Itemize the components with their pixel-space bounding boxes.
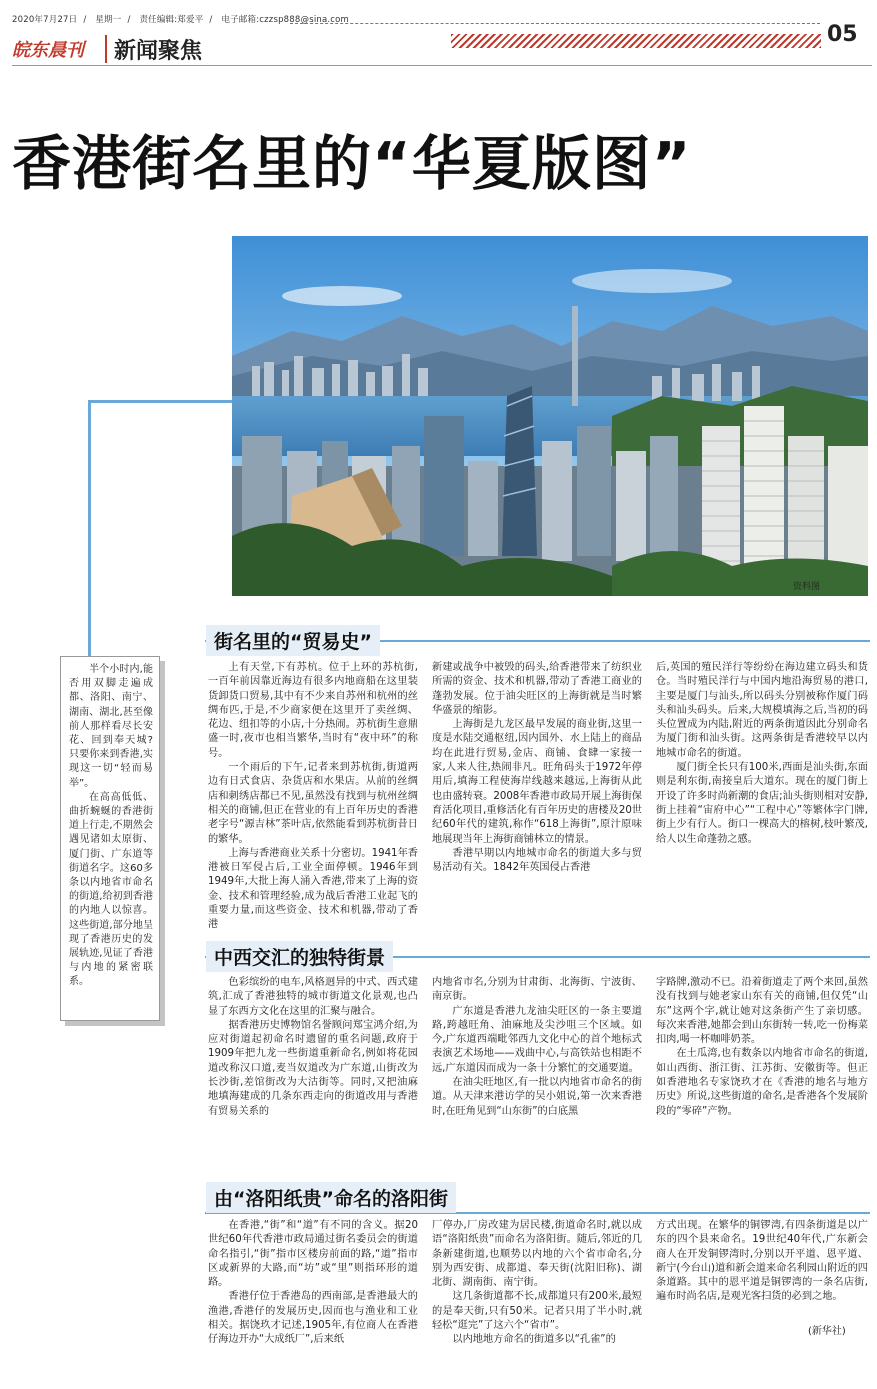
paper-logo: 皖东晨刊 [12, 40, 84, 61]
section-1-column-3 [656, 661, 868, 847]
section-heading-east-west-streets: 中西交汇的独特街景 [206, 941, 393, 972]
paragraph: 色彩缤纷的电车,风格迥异的中式、西式建筑,汇成了香港独特的城市街道文化景观,也凸显了东西方文化在这里的汇聚与融合。 [208, 977, 418, 1017]
paragraph: 厂停办,厂房改建为居民楼,街道命名时,就以成语“洛阳纸贵”而命名为洛阳街。随后,邻近的几条新建街道,也顺势以内地的六个省市命名,分别为西安街、成都道、奉天街(沈阳旧称)、湖北街、湖南街、南宁街。 [432, 1220, 642, 1289]
header-info: 2020年7月27日 / 星期一 / 责任编辑:郑爱平 / 电子邮箱:czzsp888@sina.com [12, 15, 350, 25]
section-heading-trade-history: 街名里的“贸易史” [206, 625, 380, 656]
header-hatch-band [451, 34, 821, 48]
header-rule [12, 65, 872, 66]
header-date: 2020年7月27日 [12, 15, 78, 25]
section-2-column-3 [656, 976, 868, 1119]
sidebar-paragraph: 在高高低低、曲折蜿蜒的香港街道上行走,不期然会遇见诸如太原街、厦门街、广东道等街道名字。这60多条以内地省市命名的街道,给初到香港的内地人以惊喜。这些街道,部分地呈现了香港历史的发展轨迹,见证了香港与内地的紧密联系。 [69, 791, 153, 988]
paragraph: 内地省市名,分别为甘肃街、北海街、宁波街、南京街。 [432, 977, 642, 1003]
paragraph: 上有天堂,下有苏杭。位于上环的苏杭街,一百年前因靠近海边有很多内地商船在这里装货卸货口贸易,其中有不少来自苏州和杭州的丝绸布匹,于是,不少商家便在这里开了卖丝绸、花边、纽扣等的小店,十分热闹。苏杭街生意鼎盛一时,夜市也相当繁华,当时有“夜中环”的称号。 [208, 662, 418, 759]
paragraph: 新建或战争中被毁的码头,给香港带来了纺织业所需的资金、技术和机器,带动了香港工商业的蓬勃发展。位于油尖旺区的上海街就是当时繁华盛景的缩影。 [432, 662, 642, 716]
paragraph: 上海街是九龙区最早发展的商业街,这里一度是水陆交通枢纽,因内国外、水上陆上的商品均在此进行贸易,金店、商铺、食肆一家接一家,人来人往,热闹非凡。旺角码头于1972年停用后,填海工程使海岸线越来越远,上海街从此也由盛转衰。2008年香港市政局开展上海街保育活化项目,重修活化有百年历史的唐楼及20世纪60年代的建筑,称作“618上海街”,原汁原味地展现当年上海街商铺林立的情景。 [432, 719, 642, 845]
section-heading-luoyang-street: 由“洛阳纸贵”命名的洛阳街 [206, 1182, 456, 1213]
section-3-column-3 [656, 1219, 868, 1305]
section-3-column-2 [432, 1219, 642, 1348]
section-2-column-1 [208, 976, 418, 1119]
section-name: 新闻聚焦 [114, 39, 203, 64]
byline-signature: (新华社) [808, 1326, 846, 1337]
paragraph: 香港仔位于香港岛的西南部,是香港最大的渔港,香港仔的发展历史,因而也与渔业和工业相关。据饶玖才记述,1905年,有位商人在香港仔海边开办“大成纸厂”,后来纸 [208, 1291, 418, 1346]
section-3-column-1 [208, 1219, 418, 1348]
paragraph: 据香港历史博物馆名誉顾问郑宝鸿介绍,为应对街道起初命名时遗留的重名问题,政府于1909年把九龙一些街道重新命名,例如将花园道改称汉口道,麦当奴道改为广东道,山街改为长沙街,差馆街改为大沽街等。同时,又把油麻地填海建成的几条东西走向的街道改用与香港有贸易关系的 [208, 1019, 418, 1117]
intro-sidebar [60, 656, 160, 1021]
header-weekday: 星期一 [95, 15, 122, 25]
sidebar-frame-vertical [88, 400, 91, 656]
page-number: 05 [827, 22, 858, 47]
paragraph: 在土瓜湾,也有数条以内地省市命名的街道,如山西街、浙江街、江苏街、安徽街等。但正如香港地名专家饶玖才在《香港的地名与地方历史》所说,这些街道的命名,是香港各个发展阶段的“零碎”产物。 [656, 1048, 868, 1117]
paragraph: 在香港,“街”和“道”有不同的含义。据20世纪60年代香港市政局通过街名委员会的街道命名指引,“街”指市区楼房前面的路,“道”指市区或新界的大路,而“坊”或“里”则指环形的道路。 [208, 1220, 418, 1289]
page-headline: 香港街名里的“华夏版图” [12, 129, 692, 198]
paragraph: 字路牌,激动不已。沿着街道走了两个来回,虽然没有找到与她老家山东有关的商铺,但仅凭“山东”这两个字,就让她对这条街产生了亲切感。每次来香港,她都会到山东街转一转,吃一份梅菜扣肉,喝一杯咖啡奶茶。 [656, 977, 868, 1046]
header-editor: 责任编辑:郑爱平 [139, 15, 204, 25]
paragraph: 这几条街道都不长,成都道只有200米,最短的是奉天街,只有50米。记者只用了半小时,就轻松“逛完”了这六个“省市”。 [432, 1291, 642, 1332]
paragraph: 上海与香港商业关系十分密切。1941年香港被日军侵占后,工业全面停顿。1946年到1949年,大批上海人涌入香港,带来了上海的资金、技术和管理经验,成为战后香港工业起飞的重要力量,而这些资金、技术和机器,带动了香港 [208, 847, 418, 931]
paragraph: 一个雨后的下午,记者来到苏杭街,街道两边有日式食店、杂货店和水果店。从前的丝绸店和刺绣店都已不见,虽然没有找到与杭州丝绸相关的商铺,但正在营业的有上百年历史的香港老字号“源吉林”茶叶店,依然能看到苏杭街昔日的繁华。 [208, 762, 418, 845]
photo-credit: 资料图 [793, 582, 821, 592]
paragraph: 香港早期以内地城市命名的街道大多与贸易活动有关。1842年英国侵占香港 [432, 847, 642, 874]
paragraph: 厦门街全长只有100米,西面是汕头街,东面则是利东街,南接皇后大道东。现在的厦门街上开设了许多时尚新潮的食店;汕头街则相对安静,街上挂着“宙府中心”“工程中心”等繁体字门牌,街上少有行人。街口一棵高大的榕树,枝叶繁茂,给人以生命蓬勃之感。 [656, 762, 868, 845]
logo-divider [105, 35, 107, 63]
sidebar-paragraph: 半个小时内,能否用双脚走遍成都、洛阳、南宁、湖南、湖北,甚至像前人那样看尽长安花、回到奉天城?只要你来到香港,实现这一切“轻而易举”。 [69, 664, 153, 789]
paragraph: 后,英国的殖民洋行等纷纷在海边建立码头和货仓。当时殖民洋行与中国内地沿海贸易的港口,主要是厦门与汕头,所以码头分别被称作厦门码头和汕头码头。后来,大规模填海之后,当初的码头位置成为内陆,附近的两条街道因此分别命名为厦门街和汕头街。这两条街是香港较早以内地城市命名的街道。 [656, 662, 868, 759]
sidebar-frame-horizontal [88, 400, 232, 403]
paragraph: 在油尖旺地区,有一批以内地省市命名的街道。从天津来港访学的吴小姐说,第一次来香港时,在旺角见到“山东街”的白底黑 [432, 1077, 642, 1117]
section-1-column-1 [208, 661, 418, 933]
header-dashed-line [290, 23, 820, 24]
paragraph: 广东道是香港九龙油尖旺区的一条主要道路,跨越旺角、油麻地及尖沙咀三个区域。如今,广东道西端毗邻西九文化中心的首个地标式表演艺术场地——戏曲中心,与高铁站也相距不远,广东道因而成为一条十分繁忙的交通要道。 [432, 1005, 642, 1074]
hong-kong-skyline-photo [232, 236, 868, 596]
paragraph: 方式出现。在繁华的铜锣湾,有四条街道是以广东的四个县来命名。19世纪40年代,广东新会商人在开发铜锣湾时,分别以开平道、恩平道、新宁(今台山)道和新会道来命名利园山附近的四条道路。其中的恩平道是铜锣湾的一条名店街,遍布时尚名店,是观光客扫货的必到之地。 [656, 1220, 868, 1303]
paragraph: 以内地地方命名的街道多以“孔雀”的 [452, 1334, 616, 1346]
section-2-column-2 [432, 976, 642, 1119]
header-email: 电子邮箱:czzsp888@sina.com [221, 15, 350, 25]
section-1-column-2 [432, 661, 642, 875]
